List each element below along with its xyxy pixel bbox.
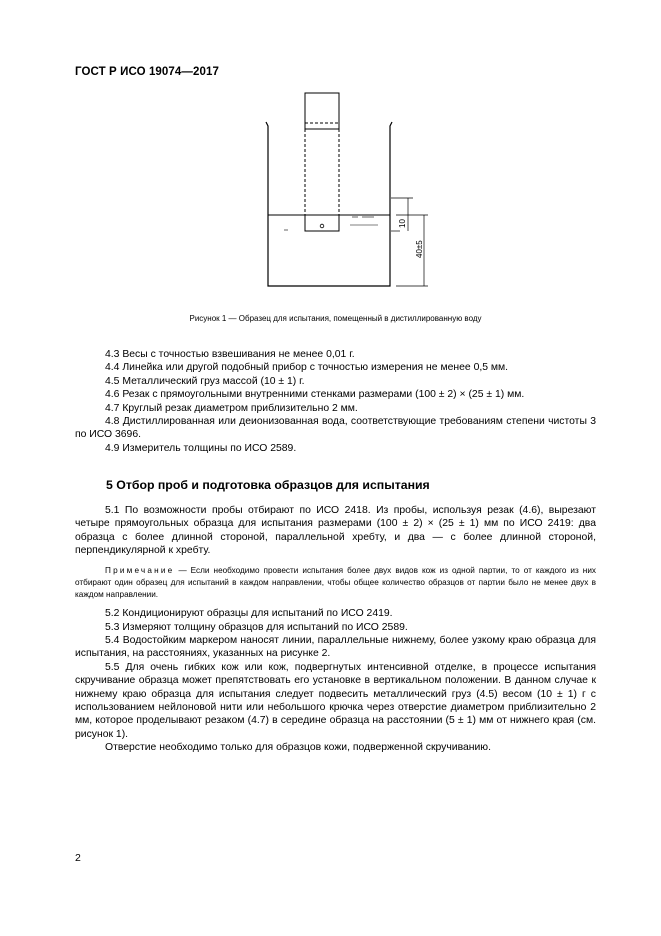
- equipment-list: [75, 348, 596, 455]
- section-title: 5 Отбор проб и подготовка образцов для испытания: [106, 478, 430, 492]
- paragraph-5-2: 5.2 Кондиционируют образцы для испытаний по ИСО 2419.: [105, 608, 393, 620]
- figure-beaker: [250, 88, 440, 308]
- beaker-outline: [266, 122, 392, 286]
- sample-immersed: [305, 215, 339, 231]
- list-item: 4.7 Круглый резак диаметром приблизительно 2 мм.: [105, 402, 358, 414]
- note-text: — Если необходимо провести испытания более двух видов кож из одной партии, то от каждого из них отбирают один образец для испытаний в каждом направлении, чтобы общее количество образцов от партии было не менее двух в каждом направлении.: [75, 565, 596, 600]
- figure-caption: Рисунок 1 — Образец для испытания, помещенный в дистиллированную воду: [189, 314, 482, 323]
- paragraph-5-3: 5.3 Измеряют толщину образцов для испытаний по ИСО 2589.: [105, 621, 408, 633]
- beaker-diagram: [250, 88, 440, 308]
- note-label: Примечание: [105, 565, 175, 575]
- sample-strip-top: [305, 93, 339, 129]
- list-item: 4.9 Измеритель толщины по ИСО 2589.: [105, 442, 297, 454]
- dim-label-large: 40±5: [415, 240, 424, 258]
- list-item: 4.4 Линейка или другой подобный прибор с точностью измерения не менее 0,5 мм.: [105, 362, 509, 374]
- hole-icon: [320, 224, 324, 228]
- paragraph-5-1: 5.1 По возможности пробы отбирают по ИСО 2418. Из пробы, используя резак (4.6), вырезают четыре прямоугольных образца для испытания размерами (100 ± 2) × (25 ± 1) мм по ИСО 2419: два образца с более длинной стороной, параллельной хребту, и два — с более длинной стороной, перпендикулярной к хребту.: [75, 505, 596, 557]
- list-item: 4.6 Резак с прямоугольными внутренними стенками размерами (100 ± 2) × (25 ± 1) мм.: [105, 389, 525, 401]
- paragraph-5-5: 5.5 Для очень гибких кож или кож, подвергнутых интенсивной отделке, в процессе испытания скручивание образца может препятствовать его установке в вертикальном положении. В данном случае к нижнему краю образца для испытания следует подвесить металлический груз (4.5) весом (10 ± 1) г с использованием нейлоновой нити или небольшого крючка через отверстие диаметром приблизительно 2 мм, которое проделывают резаком (4.7) в середине образца на расстоянии (5 ± 1) мм от нижнего края (см. рисунок 1).: [75, 661, 596, 740]
- list-item: 4.8 Дистиллированная или деионизованная вода, соответствующие требованиям степени чистоты 3 по ИСО 3696.: [75, 416, 596, 441]
- document-header: ГОСТ Р ИСО 19074—2017: [75, 66, 220, 78]
- list-item: 4.5 Металлический груз массой (10 ± 1) г.: [105, 375, 305, 387]
- note-paragraph: [75, 565, 596, 602]
- page-number: 2: [75, 852, 81, 864]
- dim-label-small: 10: [398, 219, 407, 228]
- section-body: [75, 504, 596, 755]
- paragraph-5-6: Отверстие необходимо только для образцов кожи, подверженной скручиванию.: [105, 742, 491, 754]
- list-item: 4.3 Весы с точностью взвешивания не менее 0,01 г.: [105, 349, 355, 360]
- paragraph-5-4: 5.4 Водостойким маркером наносят линии, параллельные нижнему, более узкому краю образца для испытания, на расстояниях, указанных на рисунке 2.: [75, 635, 596, 660]
